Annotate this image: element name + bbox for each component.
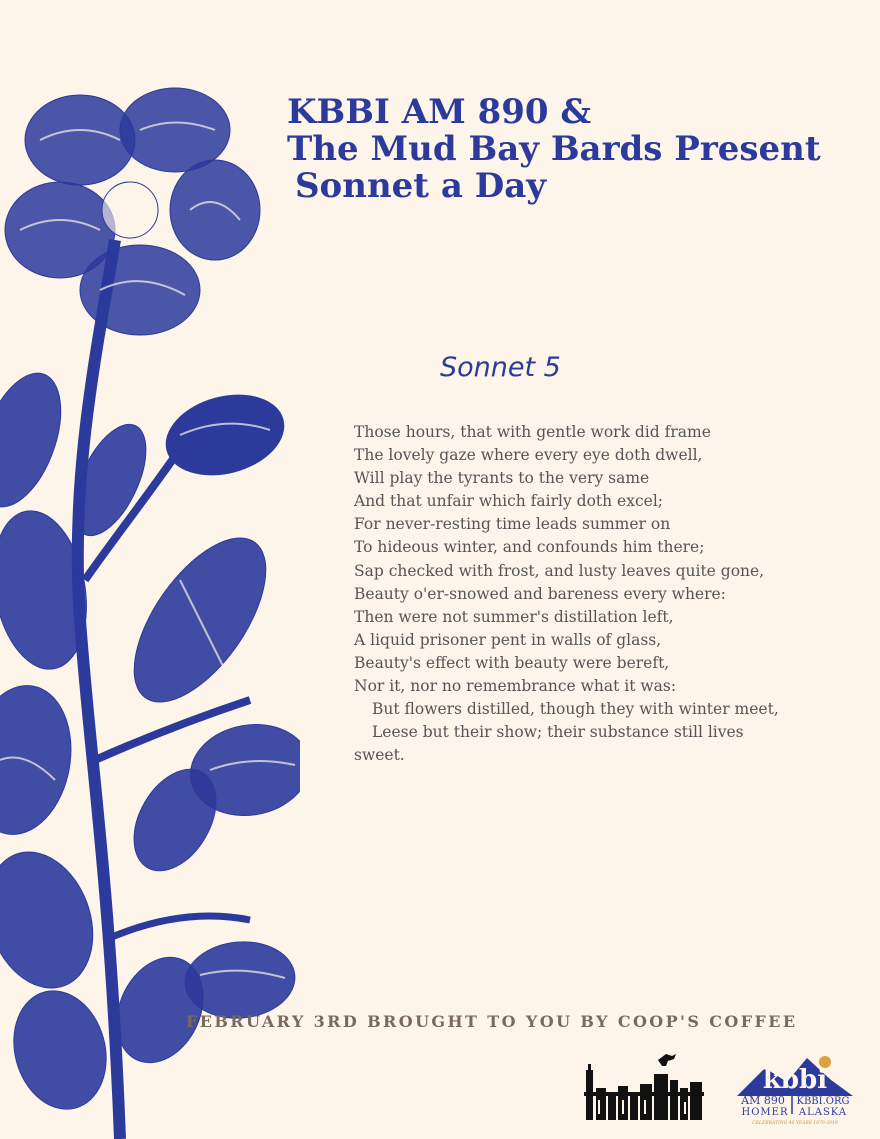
sonnet-title: Sonnet 5	[440, 352, 561, 383]
poem-line: But flowers distilled, though they with winter meet,	[372, 700, 779, 719]
poem-line: Then were not summer's distillation left,	[354, 607, 674, 626]
poem-line: Sap checked with frost, and lusty leaves quite gone,	[354, 561, 765, 580]
sonnet-text	[354, 421, 864, 767]
kbbi-tagline: CELEBRATING 40 YEARS 1979-2019	[752, 1121, 838, 1126]
flower-illustration	[0, 60, 300, 1139]
poem-line: For never-resting time leads summer on	[354, 515, 671, 534]
poem-line: Those hours, that with gentle work did frame	[354, 423, 711, 441]
kbbi-am-frequency: AM 890	[741, 1094, 785, 1107]
header-line-1: KBBI AM 890 &	[287, 92, 592, 132]
poem-line: And that unfair which fairly doth excel;	[354, 492, 663, 511]
sponsor-footer: FEBRUARY 3RD BROUGHT TO YOU BY COOP'S COFFEE	[186, 1012, 798, 1031]
coop-coffee-logo	[584, 1050, 704, 1120]
poem-line: The lovely gaze where every eye doth dwell,	[354, 446, 703, 465]
kbbi-city: HOMER	[741, 1107, 789, 1118]
poem-line: Nor it, nor no remembrance what it was:	[354, 677, 677, 696]
poem-line: Will play the tyrants to the very same	[354, 469, 650, 488]
kbbi-logo	[735, 1048, 855, 1126]
poem-line: To hideous winter, and confounds him there;	[354, 538, 705, 557]
header-line-2: The Mud Bay Bards Present	[287, 129, 821, 169]
header-line-3: Sonnet a Day	[295, 166, 546, 206]
poem-line: sweet.	[354, 746, 405, 765]
kbbi-site: KBBI.ORG	[796, 1096, 850, 1107]
poem-line: Leese but their show; their substance still lives	[372, 723, 744, 742]
page-header	[287, 94, 821, 205]
poem-line: A liquid prisoner pent in walls of glass,	[354, 630, 662, 649]
poem-line: Beauty o'er-snowed and bareness every where:	[354, 584, 726, 603]
kbbi-state: ALASKA	[798, 1107, 848, 1118]
kbbi-logo-wordmark: kbbi	[762, 1065, 828, 1095]
poem-line: Beauty's effect with beauty were bereft,	[354, 653, 670, 672]
